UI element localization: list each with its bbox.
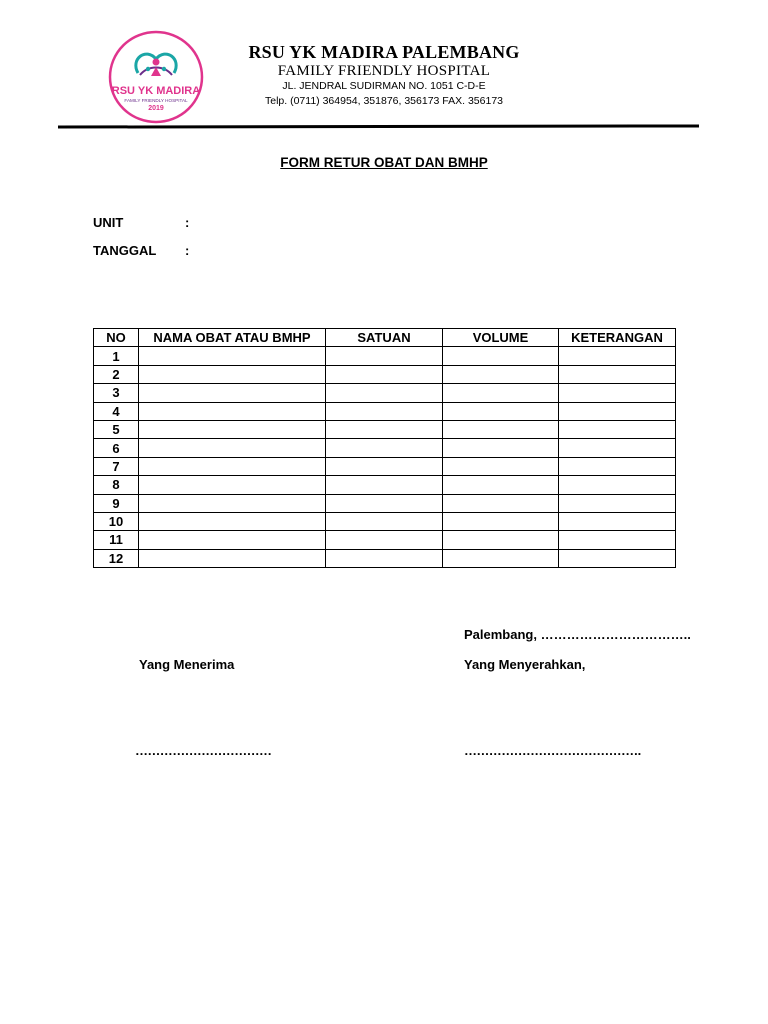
notes-cell[interactable] bbox=[559, 494, 676, 512]
volume-cell[interactable] bbox=[443, 494, 559, 512]
name-cell[interactable] bbox=[139, 512, 326, 530]
volume-cell[interactable] bbox=[443, 384, 559, 402]
name-cell[interactable] bbox=[139, 549, 326, 567]
notes-cell[interactable] bbox=[559, 439, 676, 457]
row-number: 12 bbox=[94, 549, 139, 567]
row-number: 4 bbox=[94, 402, 139, 420]
unit-cell[interactable] bbox=[326, 494, 443, 512]
hospital-subtitle: FAMILY FRIENDLY HOSPITAL bbox=[277, 63, 491, 79]
table-row bbox=[94, 494, 676, 512]
notes-cell[interactable] bbox=[559, 512, 676, 530]
row-number: 9 bbox=[94, 494, 139, 512]
name-cell[interactable] bbox=[139, 420, 326, 438]
row-number: 6 bbox=[94, 439, 139, 457]
row-number: 7 bbox=[94, 457, 139, 475]
logo-year: 2019 bbox=[148, 105, 164, 112]
receiver-label: Yang Menerima bbox=[139, 657, 235, 672]
table-row bbox=[94, 402, 676, 420]
place-date: Palembang, …………………………….. bbox=[464, 627, 691, 642]
receiver-signature-line: …………………………… bbox=[135, 743, 272, 758]
col-volume: VOLUME bbox=[443, 329, 559, 347]
volume-cell[interactable] bbox=[443, 549, 559, 567]
row-number: 10 bbox=[94, 512, 139, 530]
form-title: FORM RETUR OBAT DAN BMHP bbox=[280, 155, 488, 170]
name-cell[interactable] bbox=[139, 384, 326, 402]
hospital-name: RSU YK MADIRA PALEMBANG bbox=[248, 42, 520, 62]
volume-cell[interactable] bbox=[443, 347, 559, 365]
table-row bbox=[94, 476, 676, 494]
date-label: TANGGAL bbox=[93, 243, 157, 258]
table-row bbox=[94, 365, 676, 383]
table-body bbox=[94, 347, 676, 568]
row-number: 11 bbox=[94, 531, 139, 549]
unit-separator: : bbox=[185, 215, 190, 230]
giver-label: Yang Menyerahkan, bbox=[464, 657, 586, 672]
table-header-row bbox=[94, 329, 676, 347]
return-table bbox=[93, 328, 676, 568]
unit-cell[interactable] bbox=[326, 420, 443, 438]
giver-signature-line: ……………………………………. bbox=[464, 743, 641, 758]
table-row bbox=[94, 420, 676, 438]
col-notes: KETERANGAN bbox=[559, 329, 676, 347]
unit-field bbox=[93, 215, 189, 230]
notes-cell[interactable] bbox=[559, 549, 676, 567]
notes-cell[interactable] bbox=[559, 420, 676, 438]
notes-cell[interactable] bbox=[559, 365, 676, 383]
unit-cell[interactable] bbox=[326, 439, 443, 457]
table-row bbox=[94, 512, 676, 530]
col-name: NAMA OBAT ATAU BMHP bbox=[139, 329, 326, 347]
unit-cell[interactable] bbox=[326, 365, 443, 383]
volume-cell[interactable] bbox=[443, 457, 559, 475]
unit-cell[interactable] bbox=[326, 476, 443, 494]
date-separator: : bbox=[185, 243, 190, 258]
name-cell[interactable] bbox=[139, 494, 326, 512]
name-cell[interactable] bbox=[139, 531, 326, 549]
notes-cell[interactable] bbox=[559, 457, 676, 475]
row-number: 1 bbox=[94, 347, 139, 365]
table-row bbox=[94, 549, 676, 567]
name-cell[interactable] bbox=[139, 365, 326, 383]
col-unit: SATUAN bbox=[326, 329, 443, 347]
notes-cell[interactable] bbox=[559, 402, 676, 420]
unit-cell[interactable] bbox=[326, 457, 443, 475]
unit-cell[interactable] bbox=[326, 402, 443, 420]
volume-cell[interactable] bbox=[443, 420, 559, 438]
table-row bbox=[94, 384, 676, 402]
row-number: 3 bbox=[94, 384, 139, 402]
header-divider bbox=[58, 124, 699, 128]
unit-cell[interactable] bbox=[326, 549, 443, 567]
notes-cell[interactable] bbox=[559, 531, 676, 549]
row-number: 2 bbox=[94, 365, 139, 383]
volume-cell[interactable] bbox=[443, 512, 559, 530]
name-cell[interactable] bbox=[139, 347, 326, 365]
table-row bbox=[94, 531, 676, 549]
notes-cell[interactable] bbox=[559, 384, 676, 402]
row-number: 5 bbox=[94, 420, 139, 438]
logo-text: RSU YK MADIRA bbox=[111, 85, 201, 97]
volume-cell[interactable] bbox=[443, 402, 559, 420]
volume-cell[interactable] bbox=[443, 365, 559, 383]
unit-cell[interactable] bbox=[326, 384, 443, 402]
table-row bbox=[94, 439, 676, 457]
notes-cell[interactable] bbox=[559, 476, 676, 494]
unit-cell[interactable] bbox=[326, 347, 443, 365]
logo-tagline: FAMILY FRIENDLY HOSPITAL bbox=[124, 98, 188, 103]
name-cell[interactable] bbox=[139, 457, 326, 475]
row-number: 8 bbox=[94, 476, 139, 494]
date-field bbox=[93, 243, 189, 258]
table-row bbox=[94, 347, 676, 365]
hospital-address: JL. JENDRAL SUDIRMAN NO. 1051 C-D-E bbox=[282, 80, 486, 92]
volume-cell[interactable] bbox=[443, 439, 559, 457]
volume-cell[interactable] bbox=[443, 476, 559, 494]
hospital-phone: Telp. (0711) 364954, 351876, 356173 FAX. 356173 bbox=[265, 95, 503, 107]
name-cell[interactable] bbox=[139, 476, 326, 494]
notes-cell[interactable] bbox=[559, 347, 676, 365]
table-row bbox=[94, 457, 676, 475]
unit-cell[interactable] bbox=[326, 531, 443, 549]
col-no: NO bbox=[94, 329, 139, 347]
unit-cell[interactable] bbox=[326, 512, 443, 530]
volume-cell[interactable] bbox=[443, 531, 559, 549]
unit-label: UNIT bbox=[93, 215, 124, 230]
name-cell[interactable] bbox=[139, 402, 326, 420]
name-cell[interactable] bbox=[139, 439, 326, 457]
